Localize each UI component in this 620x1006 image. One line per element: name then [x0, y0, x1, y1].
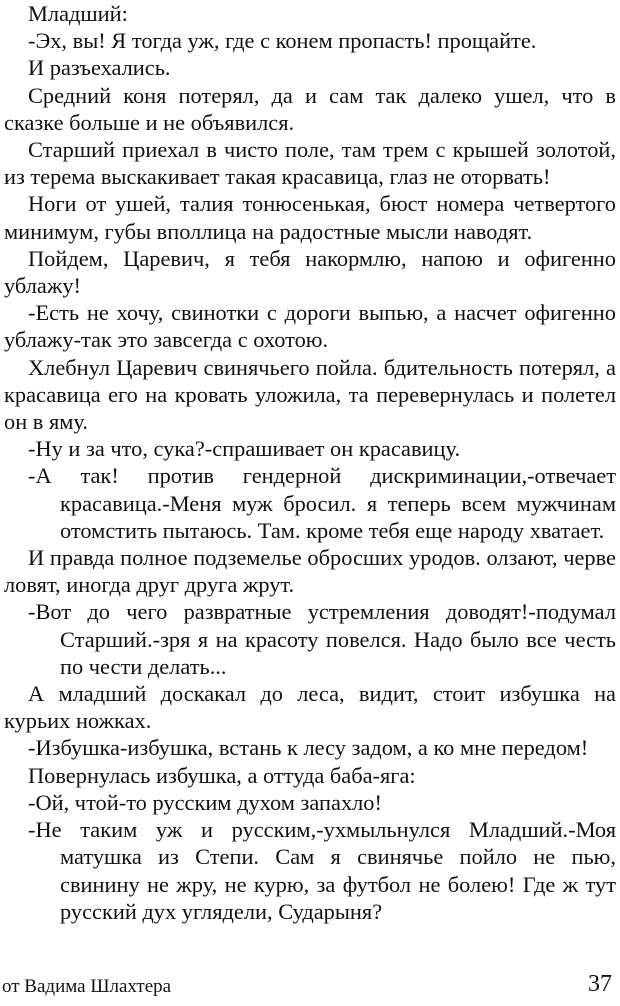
paragraph: И разъехались. [28, 55, 171, 81]
paragraph: -Есть не хочу, свинотки с дороги выпью, а насчет офигенно ублажу-так это завсегда с охотою. [4, 300, 616, 353]
body-text [4, 0, 616, 925]
paragraph: И правда полное подземелье обросших уродов. олзают, черве ловят, иногда друг друга жрут. [4, 545, 616, 598]
paragraph: Ноги от ушей, талия тонюсенькая, бюст номера четвертого минимум, губы вполлица на радостные мысли наводят. [4, 191, 616, 244]
paragraph: Хлебнул Царевич свинячьего пойла. бдительность потерял, а красавица его на кровать уложила, та перевернулась и полетел он в яму. [4, 354, 616, 435]
paragraph: Повернулась избушка, а оттуда баба-яга: [28, 762, 416, 788]
paragraph: -Ой, чтой-то русским духом запахло! [28, 789, 382, 815]
dialog-paragraph: -А так! против гендерной дискриминации,-отвечает красавица.-Меня муж бросил. я теперь всем мужчинам отомстить пытаюсь. Там. кроме тебя еще народу хватает. [28, 463, 616, 543]
paragraph: -Эх, вы! Я тогда уж, где с конем пропасть! прощайте. [28, 28, 537, 54]
paragraph: Старший приехал в чисто поле, там трем с крышей золотой, из терема выскакивает такая красавица, глаз не оторвать! [4, 137, 616, 190]
paragraph: Средний коня потерял, да и сам так далеко ушел, что в сказке больше и не объявился. [4, 82, 616, 135]
paragraph: Пойдем, Царевич, я тебя накормлю, напою и офигенно ублажу! [4, 245, 616, 299]
footer-author: от Вадима Шлахтера [2, 976, 172, 997]
paragraph: Младший: [28, 1, 128, 26]
paragraph: -Избушка-избушка, встань к лесу задом, а ко мне передом! [28, 735, 589, 761]
dialog-paragraph: -Вот до чего развратные устремления доводят!-подумал Старший.-зря я на красоту повелся. Надо было все честь по чести делать... [28, 599, 616, 679]
paragraph: А младший доскакал до леса, видит, стоит избушка на курьих ножках. [4, 681, 616, 734]
page-number: 37 [588, 971, 612, 997]
dialog-paragraph: -Не таким уж и русским,-ухмыльнулся Младший.-Моя матушка из Степи. Сам я свинячье пойло не пью, свинину не жру, не курю, за футбол не болею! Где ж тут русский дух углядели, Сударыня? [28, 817, 616, 924]
paragraph: -Ну и за что, сука?-спрашивает он красавицу. [28, 436, 461, 462]
